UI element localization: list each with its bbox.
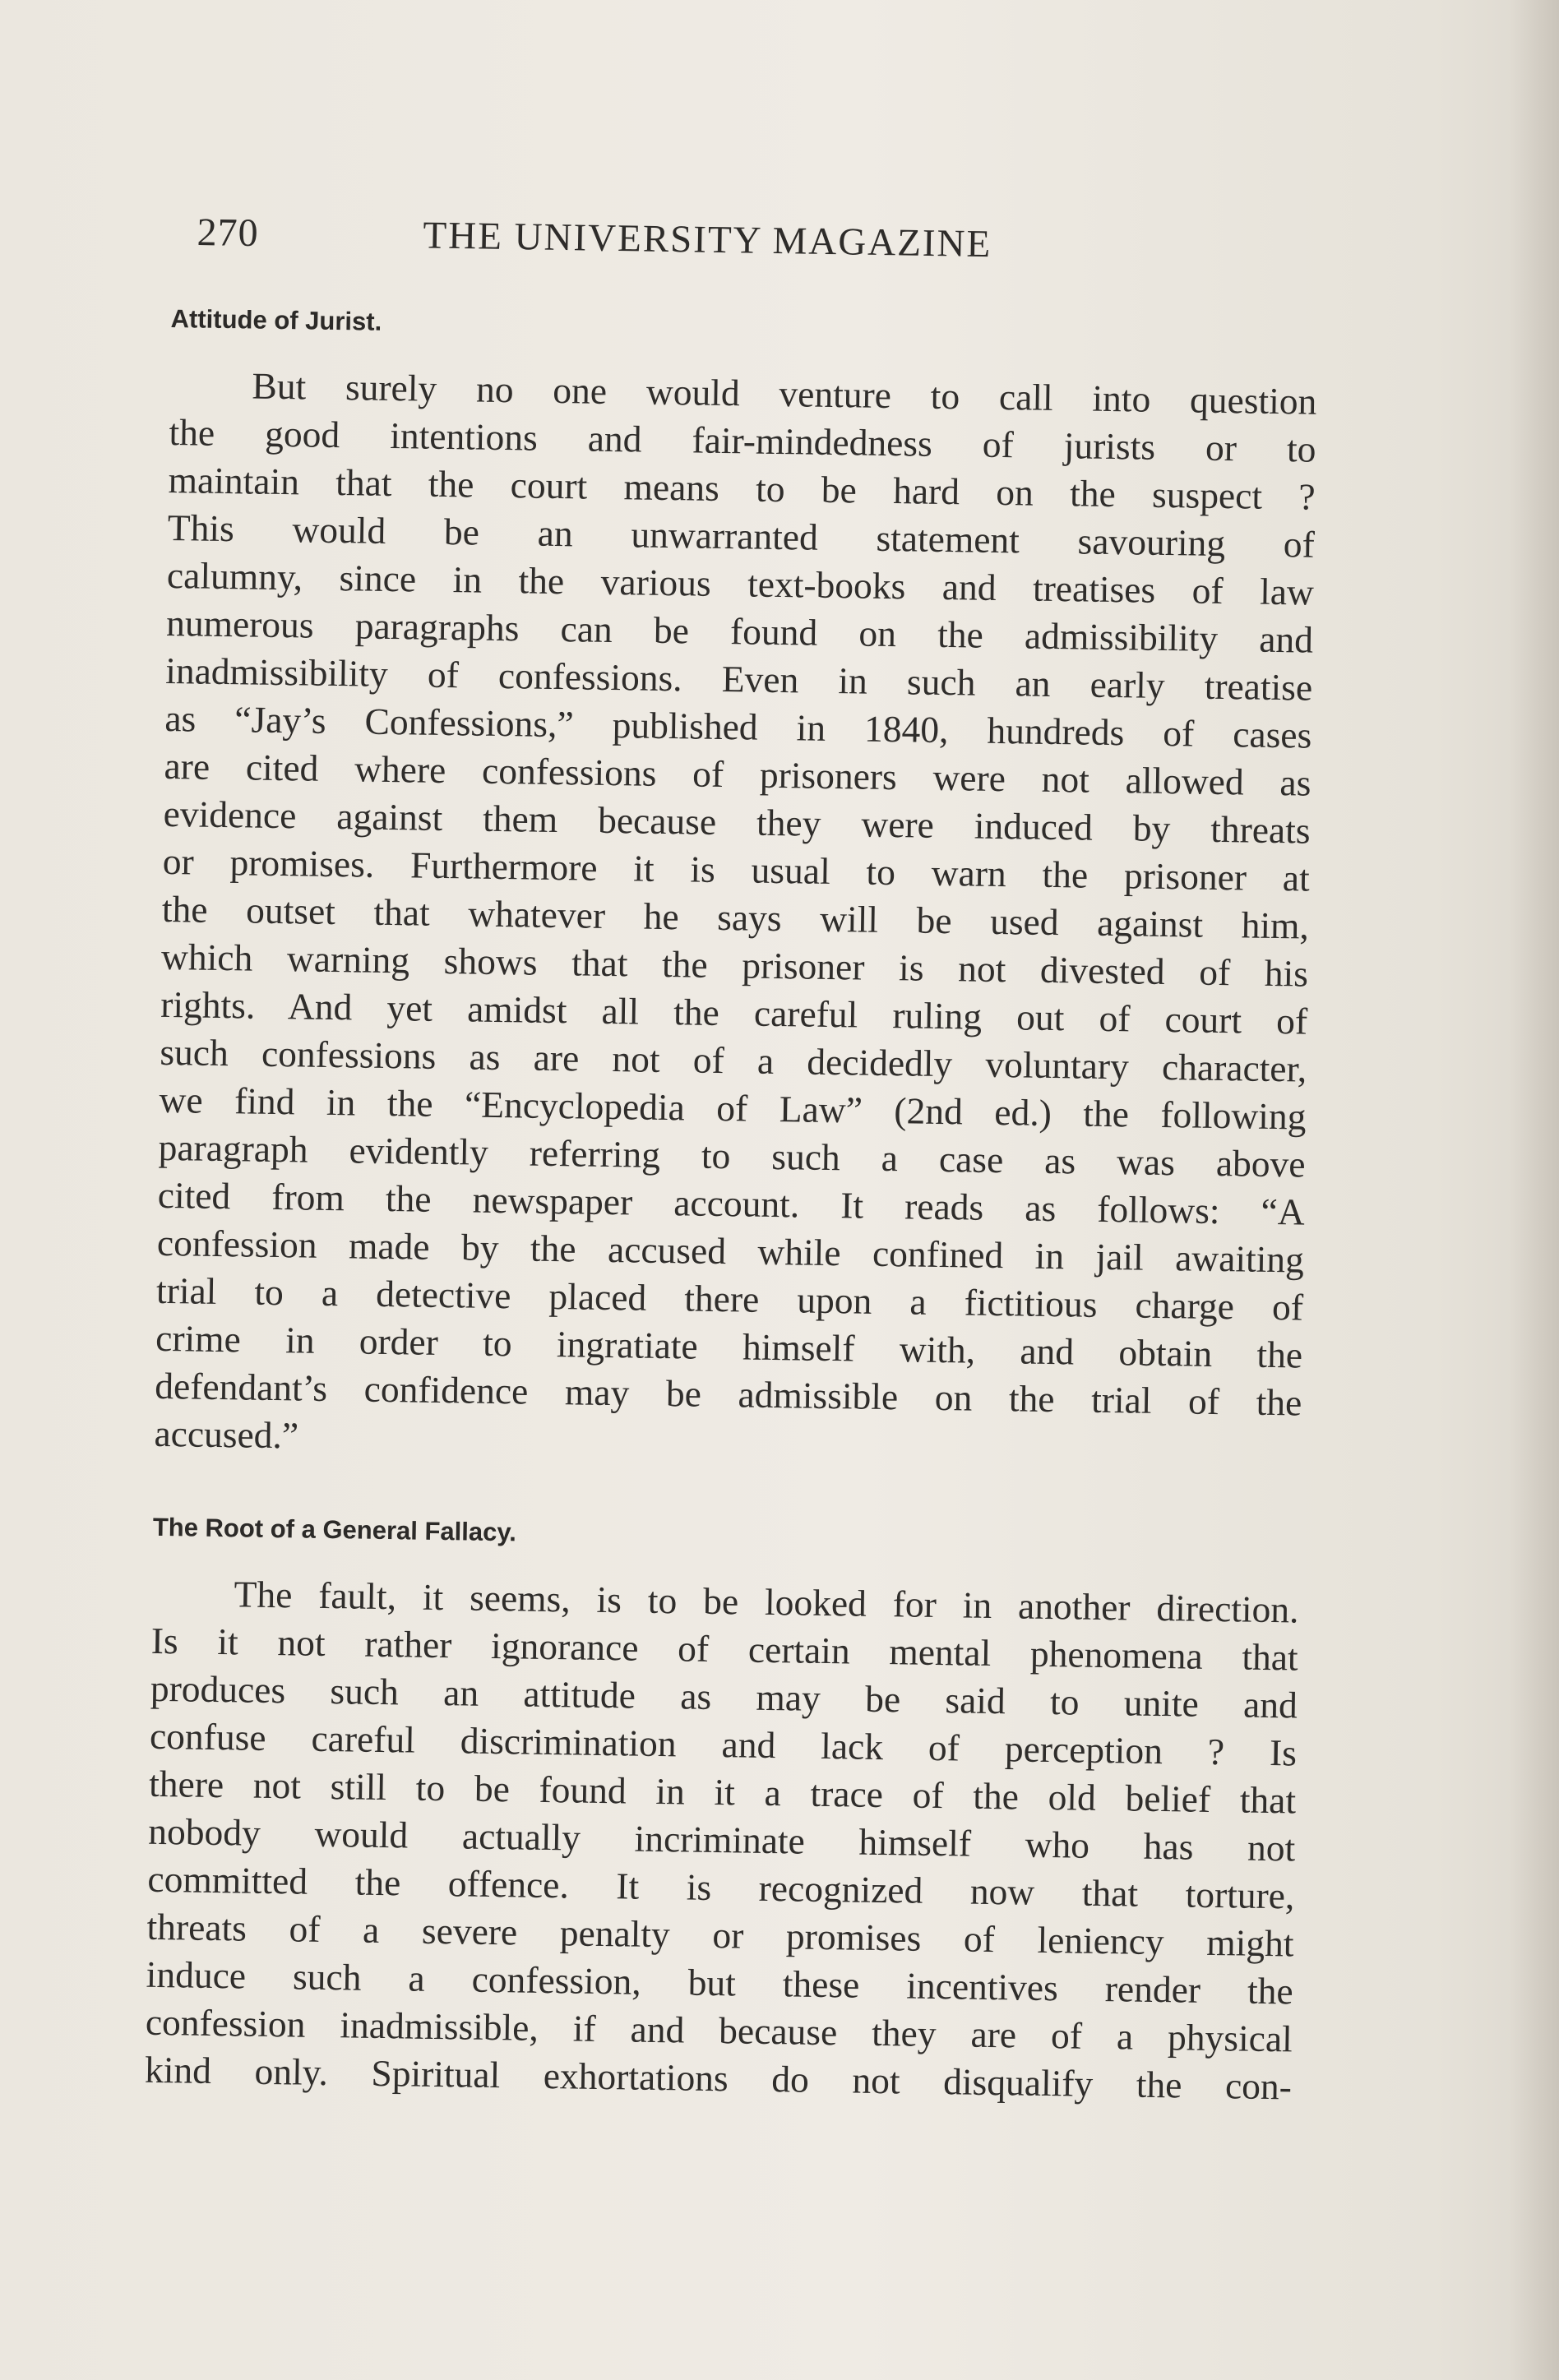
text-line: evidence against them because they were induced by threats — [163, 792, 1311, 852]
text-line: defendant’s confidence may be admissible on the trial of the — [155, 1364, 1302, 1424]
text-line: such confessions as are not of a decidedly voluntary character, — [160, 1030, 1307, 1090]
text-line: inadmissibility of confessions. Even in such an early treatise — [164, 649, 1313, 709]
text-line: threats of a severe penalty or promises of leniency might — [146, 1905, 1294, 1965]
text-line: confuse careful discrimination and lack of perception ? Is — [149, 1714, 1298, 1774]
text-line: Is it not rather ignorance of certain mental phenomena that — [150, 1619, 1299, 1679]
text-line: produces such an attitude as may be said to unite and — [150, 1666, 1298, 1726]
text-line: confession inadmissible, if and because they are of a physical — [145, 2000, 1293, 2060]
text-line: rights. And yet amidst all the careful ruling out of court of — [160, 982, 1308, 1042]
text-line: accused.” — [154, 1412, 299, 1457]
text-line: there not still to be found in it a trace of the old belief that — [148, 1762, 1297, 1822]
text-line: kind only. Spiritual exhortations do not disqualify the con- — [144, 2048, 1293, 2108]
text-line: crime in order to ingratiate himself with, and obtain the — [155, 1316, 1303, 1376]
running-head: THE UNIVERSITY MAGAZINE — [423, 214, 992, 266]
text-block — [145, 300, 1318, 2110]
text-line: we find in the “Encyclopedia of Law” (2nd ed.) the following — [159, 1078, 1307, 1138]
text-line: paragraph evidently referring to such a case as was above — [158, 1125, 1306, 1185]
text-line: are cited where confessions of prisoners were not allowed as — [164, 744, 1312, 804]
text-line: trial to a detective placed there upon a fictitious charge of — [155, 1269, 1304, 1329]
text-line: the good intentions and fair-mindedness of jurists or to — [169, 410, 1316, 470]
text-line: The fault, it seems, is to be looked for in another direction. — [234, 1573, 1299, 1631]
text-line: committed the offence. It is recognized now that torture, — [147, 1857, 1295, 1917]
paragraph-root-of-general-fallacy — [145, 1569, 1299, 2111]
side-heading-attitude-of-jurist: Attitude of Jurist. — [170, 303, 382, 336]
text-line: induce such a confession, but these incentives render the — [146, 1953, 1294, 2013]
text-line: as “Jay’s Confessions,” published in 1840, hundreds of cases — [164, 696, 1312, 756]
text-line: confession made by the accused while confined in jail awaiting — [156, 1221, 1305, 1281]
side-heading-root-of-general-fallacy: The Root of a General Fallacy. — [152, 1512, 517, 1547]
text-line: cited from the newspaper account. It reads as follows: “A — [157, 1173, 1306, 1233]
text-line: calumny, since in the various text-books and treatises of law — [166, 553, 1315, 613]
text-line: or promises. Furthermore it is usual to warn the prisoner at — [162, 839, 1311, 899]
text-line: But surely no one would venture to call into question — [252, 364, 1317, 423]
text-line: the outset that whatever he says will be used against him, — [161, 887, 1310, 947]
page-number: 270 — [197, 210, 259, 256]
page-edge-shadow — [1510, 0, 1559, 2380]
text-line: nobody would actually incriminate himself who has not — [147, 1809, 1296, 1869]
text-line: This would be an unwarranted statement savouring of — [167, 506, 1316, 566]
text-line: maintain that the court means to be hard on the suspect ? — [168, 458, 1316, 518]
paragraph-attitude-of-jurist — [154, 361, 1317, 1475]
text-line: which warning shows that the prisoner is not divested of his — [160, 935, 1309, 995]
text-line: numerous paragraphs can be found on the admissibility and — [165, 601, 1314, 661]
page-header — [197, 210, 1061, 289]
